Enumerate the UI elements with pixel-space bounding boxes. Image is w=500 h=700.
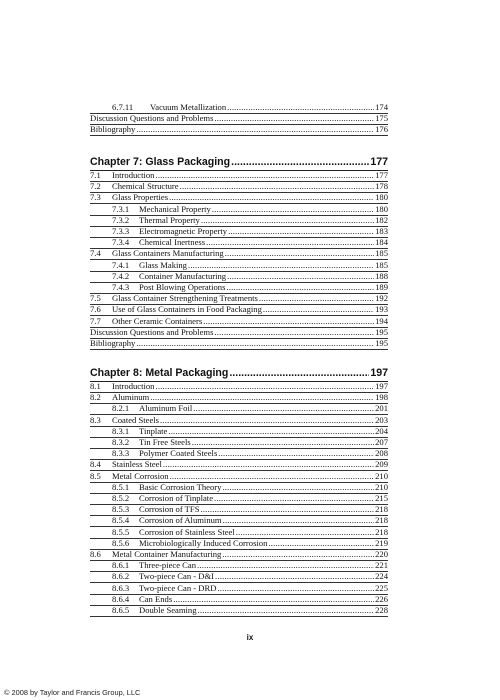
toc-entry-title: Microbiologically Induced Corrosion [139, 537, 268, 548]
toc-entry-title: Polymer Coated Steels [139, 448, 218, 459]
toc-entry[interactable] [90, 606, 388, 617]
toc-entry-title: Chemical Inertness [139, 237, 206, 248]
toc-entry-page: 176 [375, 124, 388, 135]
dot-leader [150, 392, 374, 403]
toc-entry-title: Discussion Questions and Problems [90, 326, 214, 337]
dot-leader [218, 448, 374, 459]
dot-leader [227, 102, 374, 113]
dot-leader [229, 366, 369, 381]
dot-leader [236, 527, 374, 538]
toc-entry-title: Other Ceramic Containers [112, 315, 203, 326]
dot-leader [197, 560, 374, 571]
toc-entry-title: Stainless Steel [112, 459, 162, 470]
toc-entry-number: 8.3.2 [112, 437, 130, 447]
toc-entry-page: 194 [375, 315, 388, 326]
dot-leader [263, 304, 374, 315]
toc-entry-title: Corrosion of Aluminum [139, 515, 222, 526]
dot-leader [193, 403, 374, 414]
toc-entry-number: 8.4 [90, 459, 101, 470]
toc-entry-number: 7.3 [90, 192, 101, 203]
toc-entry-title: Chemical Structure [112, 181, 179, 192]
toc-entry-title: Bibliography [90, 338, 136, 348]
toc-entry-number: 8.3.3 [112, 448, 130, 459]
toc-entry-title: Glass Properties [112, 192, 169, 203]
toc-entry-page: 188 [375, 270, 388, 281]
dot-leader [227, 271, 374, 282]
toc-entry-page: 218 [375, 526, 388, 537]
toc-entry-title: Glass Making [139, 259, 187, 270]
dot-leader [192, 437, 374, 448]
toc-entry-page: 183 [375, 226, 388, 236]
toc-entry-page: 207 [375, 437, 388, 447]
toc-entry-page: 193 [375, 304, 388, 315]
toc-entry-page: 197 [375, 381, 388, 391]
dot-leader [231, 155, 369, 170]
toc-entry-number: 7.5 [90, 293, 101, 304]
toc-entry-page: 189 [375, 282, 388, 292]
toc-entry-title: Use of Glass Containers in Food Packaging [112, 304, 262, 315]
toc-entry-title: Introduction [112, 381, 155, 391]
toc-entry-title: Two-piece Can - DRD [139, 582, 217, 593]
toc-entry-page: 180 [375, 192, 388, 203]
toc-entry-number: 7.3.3 [112, 226, 130, 236]
toc-entry-title: Glass Containers Manufacturing [112, 248, 224, 259]
toc-entry-page: 224 [375, 571, 388, 582]
toc-entry-number: 7.7 [90, 315, 101, 326]
toc-entry-page: 226 [375, 593, 388, 604]
toc-entry-title: Two-piece Can - D&I [139, 571, 215, 582]
toc-entry-number: 8.2 [90, 392, 101, 403]
toc-entry-page: 180 [375, 203, 388, 214]
toc-entry-title: Discussion Questions and Problems [90, 113, 214, 124]
toc-entry-title: Metal Container Manufacturing [112, 549, 222, 559]
dot-leader [136, 124, 374, 135]
toc-entry-title: Corrosion of TFS [139, 504, 200, 515]
toc-entry-page: 175 [375, 113, 388, 124]
toc-entry-number: 8.5.2 [112, 493, 130, 503]
toc-entry-number: 8.6.3 [112, 582, 130, 593]
toc-entry-page: 185 [375, 248, 388, 259]
toc-entry-number: 8.5.1 [112, 481, 130, 492]
toc-entry-page: 228 [375, 605, 388, 615]
dot-leader [217, 583, 374, 594]
dot-leader [225, 248, 374, 259]
toc-entry-number: 8.3.1 [112, 425, 130, 436]
dot-leader [215, 571, 374, 582]
toc-entry-number: 7.3.1 [112, 203, 130, 214]
toc-entry-title: Tinplate [139, 425, 168, 436]
dot-leader [168, 426, 374, 437]
toc-entry-number: 7.4.3 [112, 282, 130, 292]
toc-entry-page: 195 [375, 338, 388, 348]
copyright-notice: © 2008 by Taylor and Francis Group, LLC [4, 688, 141, 697]
toc-entry-page: 209 [375, 459, 388, 470]
dot-leader [259, 293, 374, 304]
toc-entry-page: 210 [375, 481, 388, 492]
toc-entry-number: 7.4.1 [112, 259, 130, 270]
dot-leader [206, 237, 374, 248]
dot-leader [160, 415, 374, 426]
toc-entry-number: 7.1 [90, 170, 101, 180]
toc-entry-title: Corrosion of Tinplate [139, 493, 214, 503]
toc-entry-page: 178 [375, 181, 388, 192]
toc-entry-page: 203 [375, 414, 388, 425]
toc-entry-number: 8.3 [90, 414, 101, 425]
toc-entry-number: 7.3.4 [112, 237, 130, 248]
toc-entry-number: 8.1 [90, 381, 101, 391]
toc-entry-page: 192 [375, 293, 388, 304]
toc-entry-number: 7.6 [90, 304, 101, 315]
page-number: ix [246, 633, 254, 642]
dot-leader [136, 338, 374, 349]
toc-entry-page: 177 [375, 170, 388, 180]
toc-entry-number: 7.4 [90, 248, 101, 259]
dot-leader [214, 493, 374, 504]
toc-entry-title: Metal Corrosion [112, 470, 169, 481]
dot-leader [180, 181, 375, 192]
toc-entry-title: Bibliography [90, 124, 136, 135]
toc-entry-page: 201 [375, 403, 388, 414]
toc-entry-title: Glass Container Strengthening Treatments [112, 293, 258, 304]
toc-entry-title: Aluminum Foil [139, 403, 193, 414]
toc-entry-page: 198 [375, 392, 388, 403]
toc-entry-number: 8.5.5 [112, 526, 130, 537]
dot-leader [155, 170, 374, 181]
dot-leader [222, 482, 374, 493]
toc-entry-number: 8.6.5 [112, 605, 130, 615]
toc-entry-title: Double Seaming [139, 605, 197, 615]
toc-entry-page: 220 [375, 549, 388, 559]
toc-entry-title: Mechanical Property [139, 203, 211, 214]
toc-entry[interactable] [90, 339, 388, 350]
toc-entry-page: 204 [375, 425, 388, 436]
dot-leader [155, 381, 374, 392]
dot-leader [198, 605, 375, 616]
toc-entry-title: Post Blowing Operations [139, 282, 226, 292]
chapter-page: 177 [370, 156, 388, 168]
toc-entry-number: 8.6 [90, 549, 101, 559]
toc-entry-number: 8.5.3 [112, 504, 130, 515]
dot-leader [214, 327, 374, 338]
chapter-title: Chapter 8: Metal Packaging [90, 367, 229, 379]
toc-entry-number: 8.6.4 [112, 593, 130, 604]
toc-entry-page: 218 [375, 504, 388, 515]
toc-entry-title: Vacuum Metallization [150, 102, 227, 112]
chapter-page: 197 [370, 367, 388, 379]
toc-entry-number: 8.6.1 [112, 560, 130, 571]
toc-entry-title: Aluminum [112, 392, 150, 403]
dot-leader [173, 594, 374, 605]
toc-entry-title: Electromagnetic Property [139, 226, 228, 236]
dot-leader [203, 316, 374, 327]
toc-entry-number: 7.3.2 [112, 214, 130, 225]
dot-leader [212, 204, 374, 215]
toc-entry-number: 8.5.6 [112, 537, 130, 548]
toc-entry-page: 182 [375, 214, 388, 225]
dot-leader [268, 538, 374, 549]
toc-entry-title: Basic Corrosion Theory [139, 481, 222, 492]
dot-leader [163, 459, 374, 470]
dot-leader [223, 515, 375, 526]
toc-entry-page: 215 [375, 493, 388, 503]
toc-entry-page: 225 [375, 582, 388, 593]
toc-entry-title: Coated Steels [112, 414, 160, 425]
toc-entry-title: Container Manufacturing [139, 270, 227, 281]
toc-entry-page: 219 [375, 537, 388, 548]
toc-entry-page: 218 [375, 515, 388, 526]
toc-entry-number: 6.7.11 [112, 102, 134, 112]
chapter-title: Chapter 7: Glass Packaging [90, 156, 231, 168]
toc-entry-page: 221 [375, 560, 388, 571]
toc-entry-title: Introduction [112, 170, 155, 180]
toc-entry-page: 195 [375, 326, 388, 337]
toc-entry-number: 7.4.2 [112, 270, 130, 281]
toc-entry-title: Tin Free Steels [139, 437, 191, 447]
chapter-heading[interactable] [90, 367, 388, 382]
dot-leader [222, 549, 374, 560]
toc-entry-page: 210 [375, 470, 388, 481]
toc-entry-page: 184 [375, 237, 388, 248]
toc-entry-number: 8.6.2 [112, 571, 130, 582]
dot-leader [169, 192, 374, 203]
dot-leader [170, 471, 375, 482]
dot-leader [214, 113, 374, 124]
toc-entry-number: 8.5 [90, 470, 101, 481]
chapter-heading[interactable] [90, 156, 388, 171]
dot-leader [228, 226, 374, 237]
dot-leader [188, 260, 374, 271]
dot-leader [226, 282, 374, 293]
toc-entry-page: 185 [375, 259, 388, 270]
toc-entry-title: Thermal Property [139, 214, 200, 225]
toc-entry-title: Can Ends [139, 593, 173, 604]
toc-entry-title: Three-piece Can [139, 560, 197, 571]
toc-entry[interactable] [90, 125, 388, 136]
toc-entry-number: 8.5.4 [112, 515, 130, 526]
toc-entry-title: Corrosion of Stainless Steel [139, 526, 235, 537]
dot-leader [200, 504, 374, 515]
toc-entry-page: 208 [375, 448, 388, 459]
toc-entry-number: 7.2 [90, 181, 101, 192]
toc-entry-number: 8.2.1 [112, 403, 130, 414]
toc-entry-page: 174 [375, 102, 388, 112]
dot-leader [201, 215, 374, 226]
